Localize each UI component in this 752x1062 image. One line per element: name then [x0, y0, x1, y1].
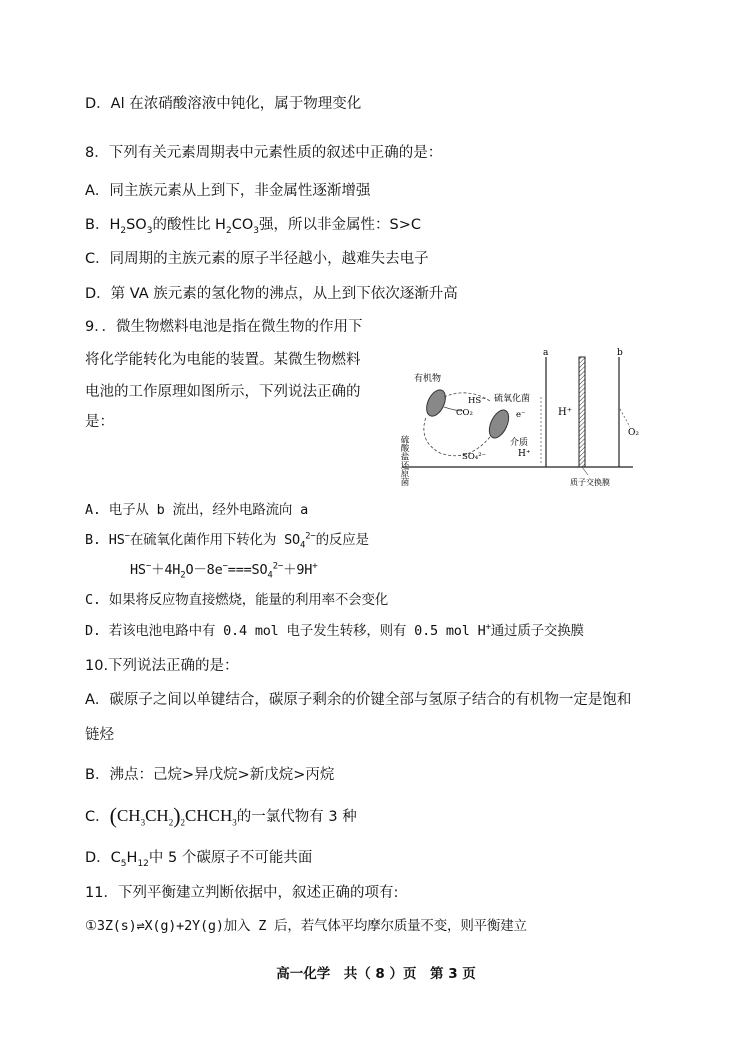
q10-formula: $(CH_3CH_2)_2CHCH_3$ [109, 803, 237, 828]
q7-option-d: D．Al 在浓硝酸溶液中钝化，属于物理变化 [85, 96, 362, 112]
electron-label: e⁻ [516, 410, 526, 420]
proton-exchange-membrane [579, 357, 585, 467]
q9-stem-line1: 9．．微生物燃料电池是指在微生物的作用下 [85, 319, 363, 335]
q9-stem-line4: 是： [85, 414, 114, 430]
hs-label: HS⁻ [468, 396, 486, 406]
medium-label: 介质 [510, 438, 529, 448]
q9-option-c: C. 如果将反应物直接燃烧，能量的利用率不会变化 [85, 592, 389, 608]
electrode-b-label: b [617, 348, 623, 358]
so4-label: SO₄²⁻ [462, 452, 487, 462]
q9-option-b: B. HS−在硫氧化菌作用下转化为 $SO_4^{2-}$的反应是 [85, 531, 369, 551]
organic-label: 有机物 [414, 374, 442, 384]
co2-label: CO₂ [456, 408, 473, 418]
q10-option-a-line2: 链烃 [85, 727, 114, 743]
sulfate-reducing-bacteria-cell [423, 387, 449, 419]
q11-stem: 11．下列平衡建立判断依据中，叙述正确的项有: [85, 885, 399, 901]
q8-stem: 8．下列有关元素周期表中元素性质的叙述中正确的是： [85, 145, 443, 161]
q10-option-a-line1: A．碳原子之间以单键结合，碳原子剩余的价键全部与氢原子结合的有机物一定是饱和 [85, 692, 632, 708]
q10-option-d: D．$C_5H_{12}$中 5 个碳原子不可能共面 [85, 850, 313, 869]
q8-option-d: D．第 VA 族元素的氢化物的沸点，从上到下依次逐渐升高 [85, 286, 458, 302]
page-footer: 高一化学 共（ 8 ）页 第 3 页 [276, 966, 476, 982]
sulfur-oxidizing-bacteria-cell [485, 407, 512, 441]
q10-option-b: B．沸点：己烷>异戊烷>新戊烷>丙烷 [85, 767, 335, 783]
h-plus-mid-label: H⁺ [558, 407, 572, 418]
q9-option-b-equation: $HS^-+4H_2O-8e^-===SO_4^{2-}+9H^+$ [130, 561, 318, 581]
fuel-cell-figure [398, 345, 660, 495]
electrode-a-label: a [543, 348, 549, 358]
q9-stem-line3: 电池的工作原理如图所示，下列说法正确的 [85, 384, 361, 400]
sulfur-bacteria-label: 硫氧化菌 [494, 394, 531, 404]
q10-stem: 10.下列说法正确的是： [85, 658, 239, 674]
sulfate-bacteria-label: 硫酸盐还原菌 [399, 435, 409, 486]
q8-option-a: A．同主族元素从上到下，非金属性逐渐增强 [85, 183, 371, 199]
q10-option-c: C．$(CH_3CH_2)_2CHCH_3$的一氯代物有 3 种 [85, 803, 357, 828]
q9-option-d: D. 若该电池电路中有 0.4 mol 电子发生转移，则有 0.5 mol H+通过质子交换膜 [85, 622, 584, 639]
q9-stem-line2: 将化学能转化为电能的装置。某微生物燃料 [85, 352, 361, 368]
o2-label: O₂ [628, 428, 639, 438]
membrane-label: 质子交换膜 [570, 478, 610, 487]
q8-option-c: C．同周期的主族元素的原子半径越小，越难失去电子 [85, 251, 429, 267]
q11-item-1: ①3Z(s)⇌X(g)+2Y(g)加入 Z 后，若气体平均摩尔质量不变，则平衡建立 [85, 918, 527, 934]
q8-option-b: B．$H_2SO_3$的酸性比 $H_2CO_3$强，所以非金属性：S>C [85, 217, 421, 236]
q9-option-a: A. 电子从 b 流出，经外电路流向 a [85, 502, 309, 518]
h-plus-label: H⁺ [518, 449, 531, 459]
